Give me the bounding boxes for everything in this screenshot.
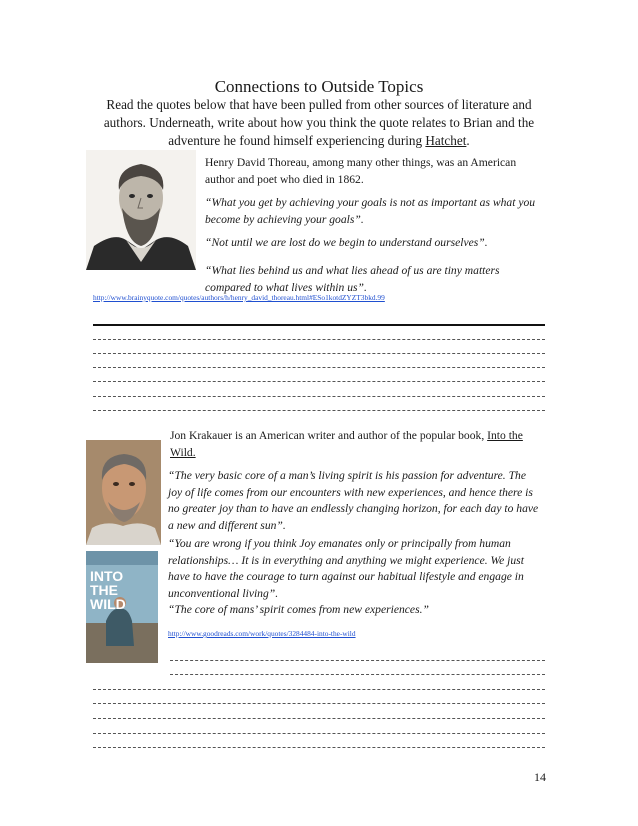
answer-line[interactable]: [93, 747, 545, 748]
page-number: 14: [534, 770, 546, 784]
thoreau-quote-3: “What lies behind us and what lies ahead of us are tiny matters compared to what lives within us”.: [205, 264, 500, 294]
answer-line[interactable]: [93, 410, 545, 411]
thoreau-bio: Henry David Thoreau, among many other things, was an American author and poet who died in 1862.: [205, 156, 517, 186]
answer-line[interactable]: [93, 396, 545, 397]
page-title: Connections to Outside Topics: [214, 77, 424, 96]
answer-line[interactable]: [93, 339, 545, 340]
krakauer-quote-3: “The core of mans’ spirit comes from new experiences.”: [168, 603, 429, 616]
answer-line[interactable]: [170, 660, 545, 661]
answer-line[interactable]: [170, 674, 545, 675]
krakauer-bio: Jon Krakauer is an American writer and author of the popular book, Into the Wild.: [170, 429, 523, 459]
answer-line[interactable]: [93, 367, 545, 368]
thoreau-quote-1: “What you get by achieving your goals is not as important as what you become by achieving your goals”.: [205, 196, 536, 226]
krakauer-source-link[interactable]: http://www.goodreads.com/work/quotes/3284484-into-the-wild: [168, 629, 356, 638]
answer-line-top: [93, 324, 545, 326]
book-title-hatchet: Hatchet: [425, 133, 467, 148]
book-cover-title: INTO THE WILD: [90, 568, 126, 612]
book-title-into-the-wild: Into the Wild.: [170, 429, 523, 459]
krakauer-quote-2: “You are wrong if you think Joy emanates only or principally from human relationships… It is in everything and anything we might experience. We just have to have the courage to turn against our habitual lifestyle and engage in unconventional living”.: [168, 537, 524, 600]
thoreau-portrait: [86, 150, 196, 270]
answer-line[interactable]: [93, 381, 545, 382]
answer-line[interactable]: [93, 353, 545, 354]
krakauer-photo: [86, 440, 161, 545]
answer-line[interactable]: [93, 733, 545, 734]
instructions: Read the quotes below that have been pulled from other sources of literature and authors. Underneath, write about how you think the quote relates to Brian and the adventure he found himself experiencing during Hatchet.: [103, 97, 535, 148]
answer-line[interactable]: [93, 703, 545, 704]
krakauer-quote-1: “The very basic core of a man’s living spirit is his passion for adventure. The joy of life comes from our encounters with new experiences, and hence there is no greater joy than to have an endlessly changing horizon, for each day to have a new and different sun”.: [168, 469, 539, 532]
thoreau-quote-2: “Not until we are lost do we begin to understand ourselves”.: [205, 236, 488, 249]
answer-line[interactable]: [93, 689, 545, 690]
thoreau-source-link[interactable]: http://www.brainyquote.com/quotes/authors/h/henry_david_thoreau.html#ESo1kotdZYZT3bkd.99: [93, 293, 385, 302]
into-the-wild-book-cover: [86, 551, 158, 663]
answer-line[interactable]: [93, 718, 545, 719]
